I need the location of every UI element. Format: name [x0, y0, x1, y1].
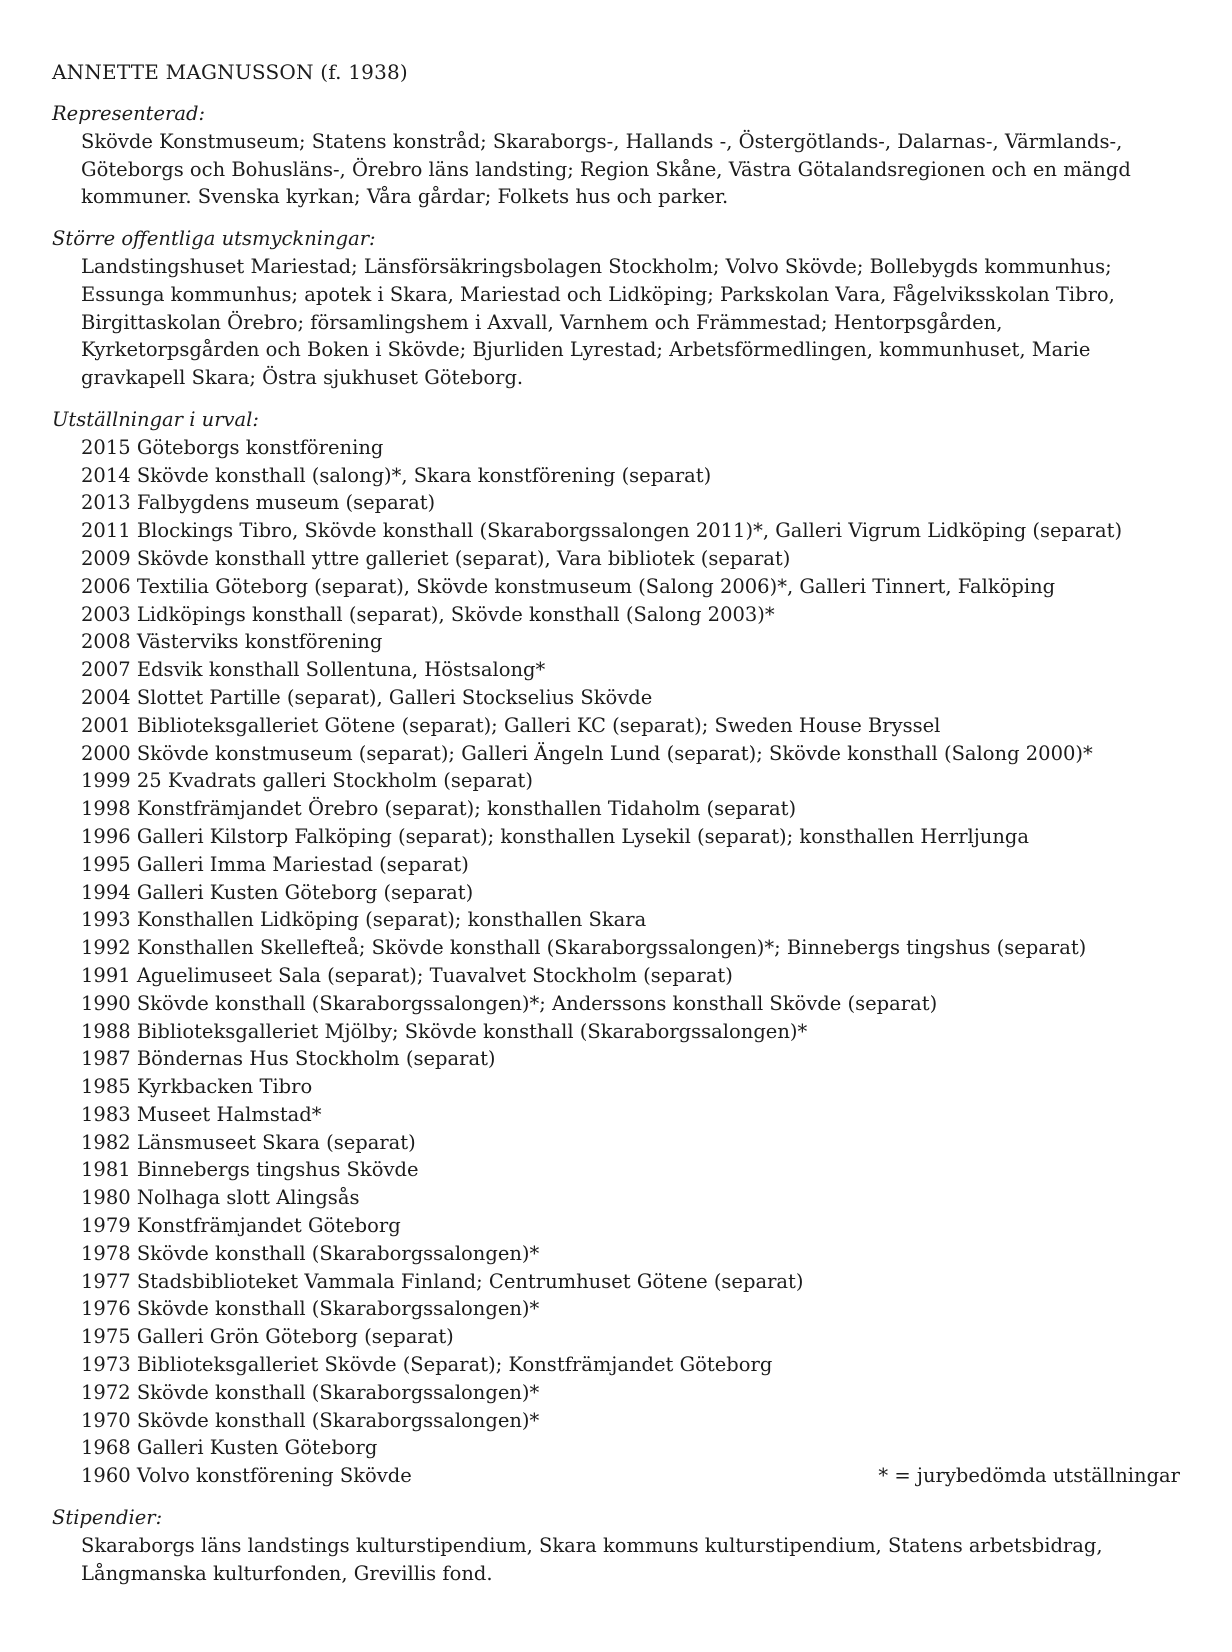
grants-heading: Stipendier:: [52, 1506, 163, 1530]
jury-footnote: * = jurybedömda utställningar: [878, 1464, 1180, 1488]
exhibition-item: 1975 Galleri Grön Göteborg (separat): [81, 1325, 454, 1349]
exhibition-item: 2014 Skövde konsthall (salong)*, Skara konstförening (separat): [81, 463, 712, 487]
exhibition-item: 1980 Nolhaga slott Alingsås: [81, 1186, 360, 1210]
represented-heading: Representerad:: [52, 102, 206, 125]
exhibition-item: 1972 Skövde konsthall (Skaraborgssalongen)*: [81, 1380, 540, 1404]
exhibition-item: 1970 Skövde konsthall (Skaraborgssalongen)*: [81, 1408, 540, 1432]
exhibition-item: 1977 Stadsbiblioteket Vammala Finland; Centrumhuset Götene (separat): [81, 1269, 804, 1293]
exhibition-item: 1982 Länsmuseet Skara (separat): [81, 1130, 416, 1154]
exhibition-item: 1968 Galleri Kusten Göteborg: [81, 1436, 378, 1460]
exhibition-item: 2001 Biblioteksgalleriet Götene (separat); Galleri KC (separat); Sweden House Bryssel: [81, 713, 941, 737]
exhibition-item: 1960 Volvo konstförening Skövde: [81, 1464, 412, 1488]
exhibition-item: 1978 Skövde konsthall (Skaraborgssalongen)*: [81, 1241, 540, 1265]
exhibition-item: 1993 Konsthallen Lidköping (separat); konsthallen Skara: [81, 908, 647, 932]
exhibition-item: 1983 Museet Halmstad*: [81, 1102, 322, 1126]
exhibition-item: 2008 Västerviks konstförening: [81, 630, 383, 654]
exhibition-item: 1992 Konsthallen Skellefteå; Skövde konsthall (Skaraborgssalongen)*; Binnebergs tingshus (separat): [81, 936, 1087, 960]
exhibition-item: 2003 Lidköpings konsthall (separat), Skövde konsthall (Salong 2003)*: [81, 602, 775, 626]
exhibition-item: 2004 Slottet Partille (separat), Galleri Stockselius Skövde: [81, 685, 653, 709]
exhibition-item: 1987 Böndernas Hus Stockholm (separat): [81, 1047, 496, 1071]
exhibition-item: 1991 Aguelimuseet Sala (separat); Tuavalvet Stockholm (separat): [81, 963, 733, 987]
exhibition-item: 1976 Skövde konsthall (Skaraborgssalongen)*: [81, 1297, 540, 1321]
exhibition-item: 1990 Skövde konsthall (Skaraborgssalongen)*; Anderssons konsthall Skövde (separat): [81, 991, 938, 1015]
public-works-section: [52, 225, 1180, 392]
exhibition-item: 2006 Textilia Göteborg (separat), Skövde konstmuseum (Salong 2006)*, Galleri Tinnert, Falköping: [81, 574, 1056, 598]
exhibitions-list: [52, 434, 1180, 1490]
exhibition-item: 2013 Falbygdens museum (separat): [81, 491, 436, 515]
exhibition-item: 2011 Blockings Tibro, Skövde konsthall (Skaraborgssalongen 2011)*, Galleri Vigrum Lidköping (separat): [81, 519, 1123, 543]
grants-section: [52, 1504, 1180, 1587]
exhibition-item: 2000 Skövde konstmuseum (separat); Galleri Ängeln Lund (separat); Skövde konsthall (Salong 2000)*: [81, 741, 1093, 765]
represented-section: [52, 100, 1180, 211]
exhibitions-section: [52, 406, 1180, 1490]
exhibition-item: 2015 Göteborgs konstförening: [81, 435, 384, 459]
exhibition-item: 1973 Biblioteksgalleriet Skövde (Separat); Konstfrämjandet Göteborg: [81, 1353, 773, 1377]
exhibitions-heading: Utställningar i urval:: [52, 407, 259, 431]
exhibition-item: 1994 Galleri Kusten Göteborg (separat): [81, 880, 474, 904]
exhibition-item: 1995 Galleri Imma Mariestad (separat): [81, 852, 469, 876]
artist-name-heading: ANNETTE MAGNUSSON (f. 1938): [52, 60, 408, 84]
cv-document: [52, 58, 1180, 1601]
grants-text: Skaraborgs läns landstings kulturstipendium, Skara kommuns kulturstipendium, Statens arbetsbidrag, Långmanska kulturfonden, Grevillis fond.: [81, 1533, 1103, 1585]
exhibition-item: 1979 Konstfrämjandet Göteborg: [81, 1214, 401, 1238]
exhibition-item: 1988 Biblioteksgalleriet Mjölby; Skövde konsthall (Skaraborgssalongen)*: [81, 1019, 808, 1043]
exhibition-item: 1985 Kyrkbacken Tibro: [81, 1075, 313, 1099]
exhibition-item: 1996 Galleri Kilstorp Falköping (separat); konsthallen Lysekil (separat); konsthallen Herrljunga: [81, 824, 1030, 848]
public-works-text: Landstingshuset Mariestad; Länsförsäkringsbolagen Stockholm; Volvo Skövde; Bollebygds kommunhus; Essunga kommunhus; apotek i Skara, Mariestad och Lidköping; Parkskolan Vara, Fågelviksskolan Tibro, Birgittaskolan Örebro; församlingshem i Axvall, Varnhem och Främmestad; Hentorpsgården, Kyrketorpsgården och Boken i Skövde; Bjurliden Lyrestad; Arbetsförmedlingen, kommunhuset, Marie gravkapell Skara; Östra sjukhuset Göteborg.: [81, 254, 1115, 390]
exhibition-item: 1981 Binnebergs tingshus Skövde: [81, 1158, 419, 1182]
exhibition-item: 2007 Edsvik konsthall Sollentuna, Höstsalong*: [81, 658, 546, 682]
public-works-heading: Större offentliga utsmyckningar:: [52, 227, 376, 251]
represented-text: Skövde Konstmuseum; Statens konstråd; Skaraborgs-, Hallands -, Östergötlands-, Dalarnas-, Värmlands-, Göteborgs och Bohusläns-, Örebro läns landsting; Region Skåne, Västra Götalandsregionen och en mängd kommuner. Svenska kyrkan; Våra gårdar; Folkets hus och parker.: [81, 129, 1131, 209]
exhibition-item: 2009 Skövde konsthall yttre galleriet (separat), Vara bibliotek (separat): [81, 546, 791, 570]
exhibition-item: 1999 25 Kvadrats galleri Stockholm (separat): [81, 769, 533, 793]
exhibition-item: 1998 Konstfrämjandet Örebro (separat); konsthallen Tidaholm (separat): [81, 797, 797, 821]
